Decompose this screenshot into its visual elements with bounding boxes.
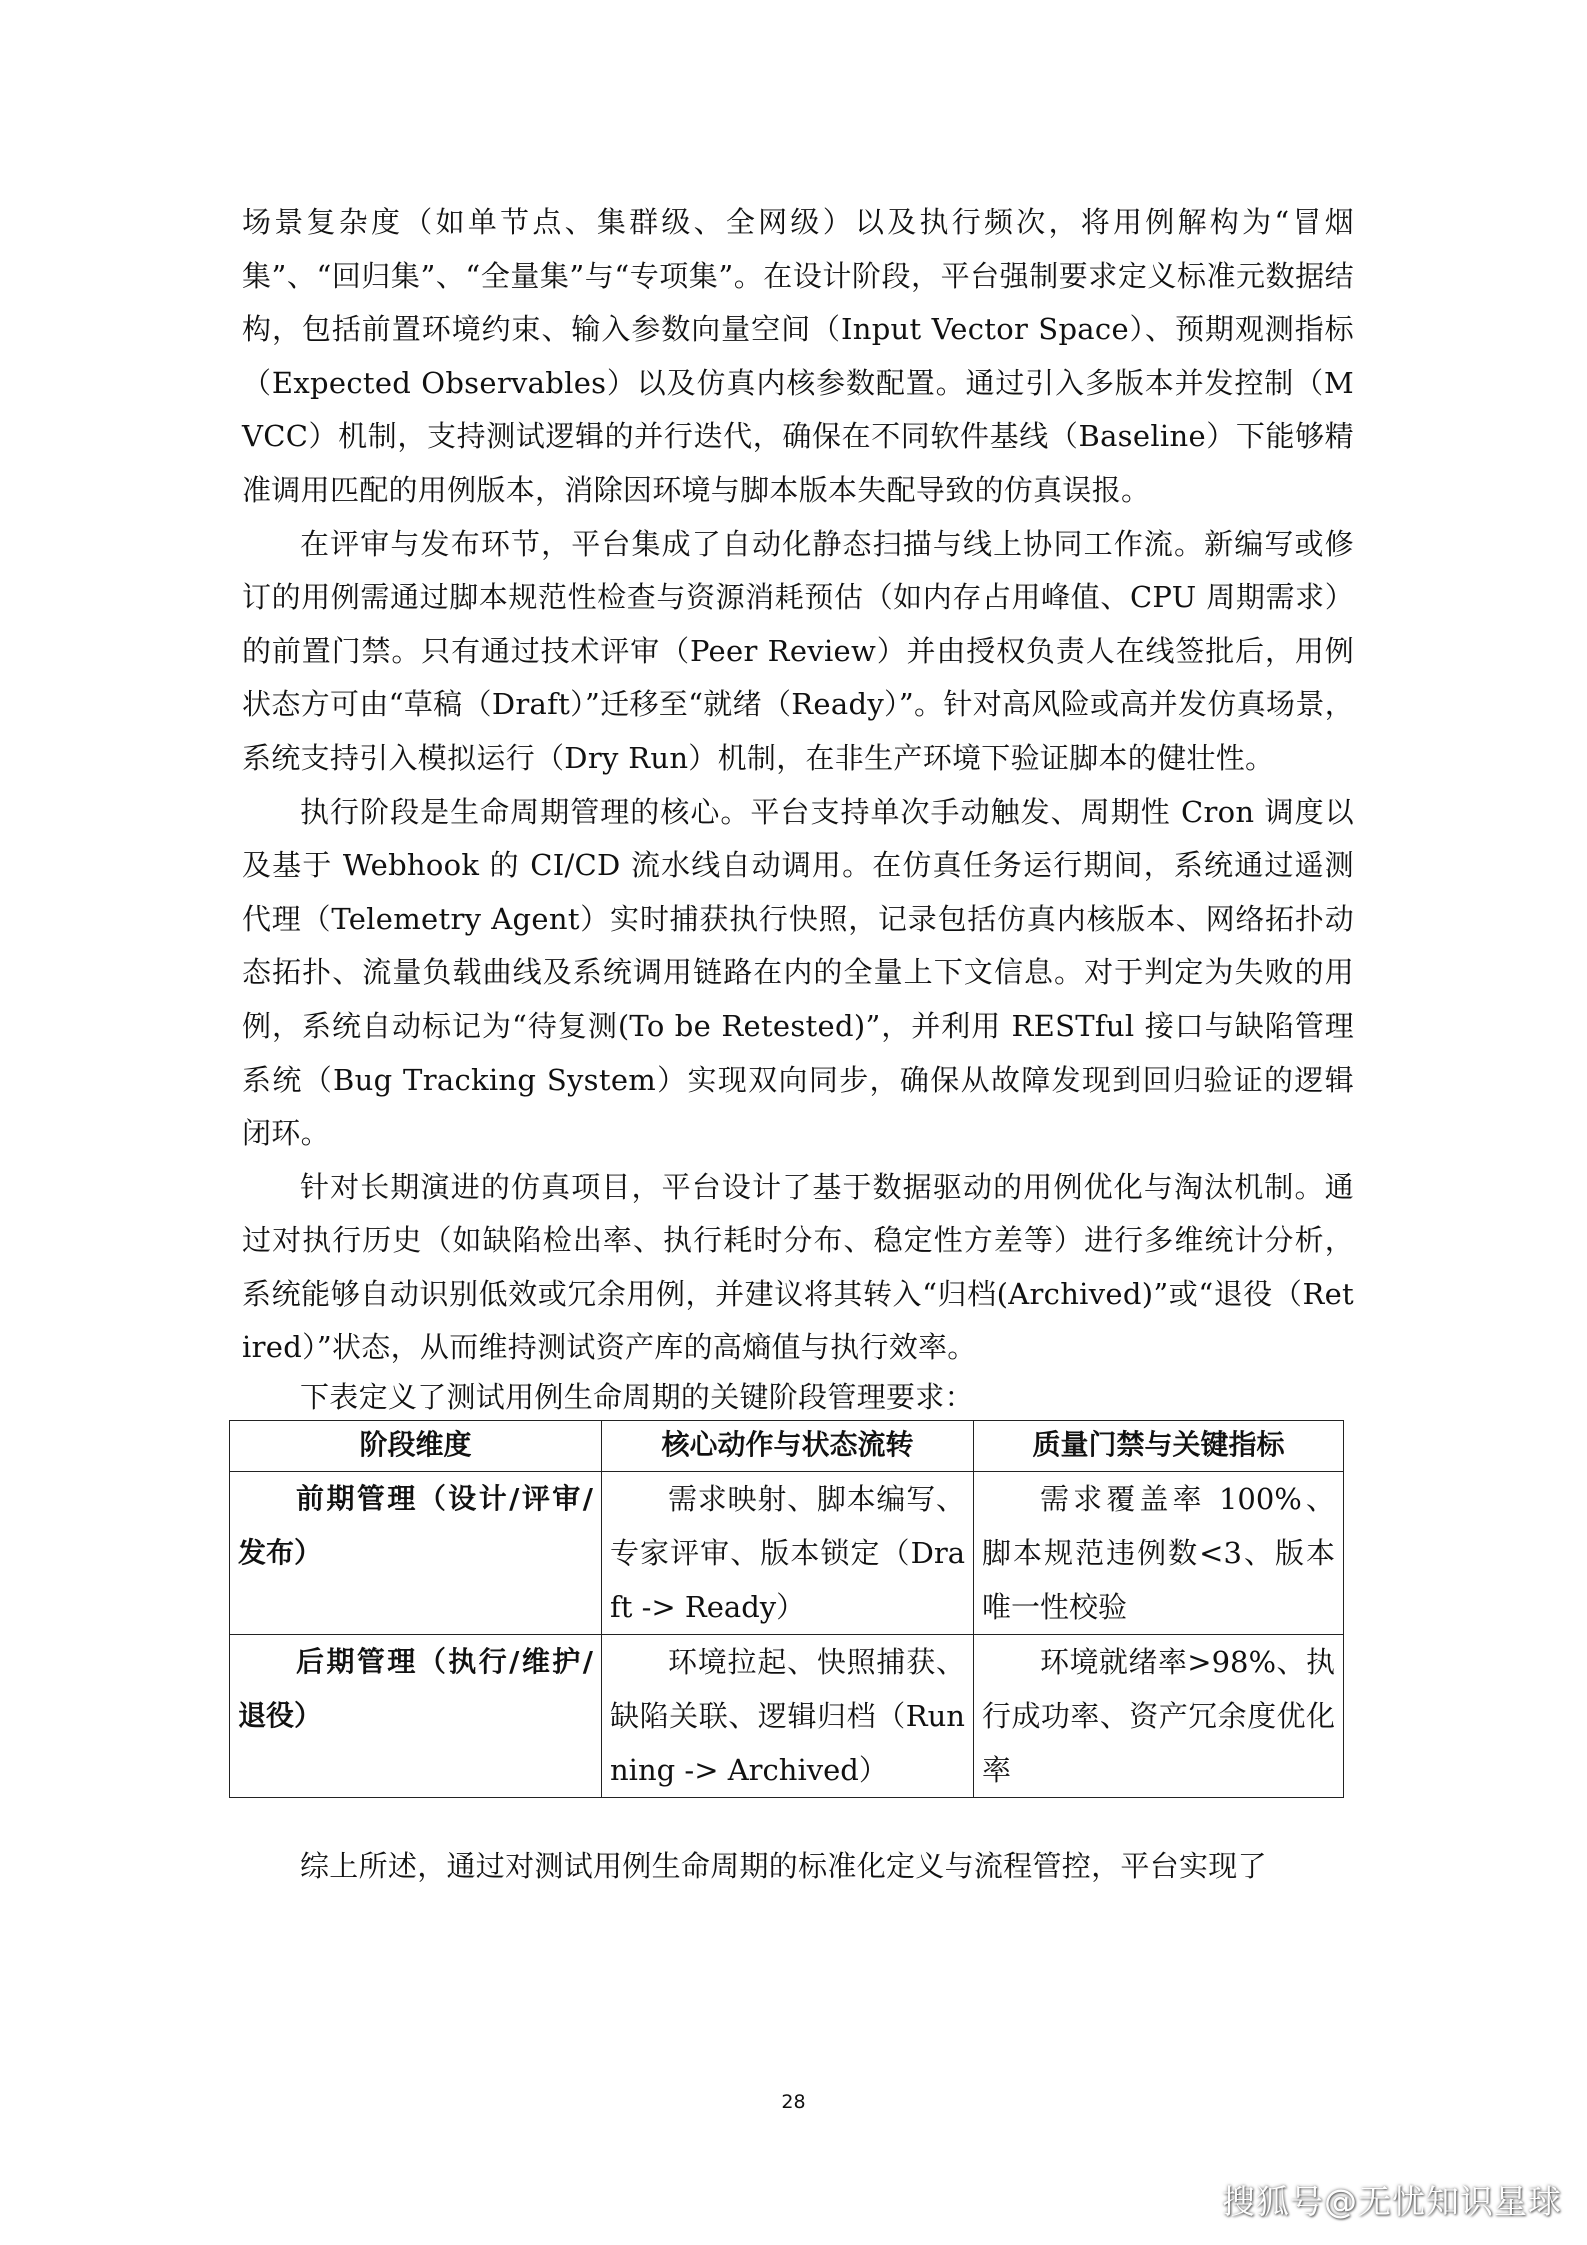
table-header-row bbox=[230, 1421, 1344, 1472]
table-cell-gates bbox=[974, 1472, 1344, 1635]
page-body bbox=[238, 196, 1354, 1893]
paragraph-4: 针对长期演进的仿真项目，平台设计了基于数据驱动的用例优化与淘汰机制。通过对执行历史（如缺陷检出率、执行耗时分布、稳定性方差等）进行多维统计分析，系统能够自动识别低效或冗余用例，并建议将其转入“归档(Archived)”或“退役（Retired）”状态，从而维持测试资产库的高熵值与执行效率。 bbox=[242, 1169, 1354, 1365]
header-stage: 阶段维度 bbox=[230, 1421, 602, 1472]
table-intro: 下表定义了测试用例生命周期的关键阶段管理要求： bbox=[300, 1380, 974, 1415]
table-row bbox=[230, 1472, 1344, 1635]
gates-text: 环境就绪率>98%、执行成功率、资产冗余度优化率 bbox=[982, 1645, 1335, 1788]
closing-paragraph: 综上所述，通过对测试用例生命周期的标准化定义与流程管控，平台实现了 bbox=[300, 1849, 1267, 1884]
lifecycle-table bbox=[229, 1420, 1344, 1798]
table-cell-actions bbox=[602, 1472, 974, 1635]
actions-text: 需求映射、脚本编写、专家评审、版本锁定（Draft -> Ready） bbox=[610, 1482, 965, 1625]
paragraph-1: 场景复杂度（如单节点、集群级、全网级）以及执行频次，将用例解构为“冒烟集”、“回归集”、“全量集”与“专项集”。在设计阶段，平台强制要求定义标准元数据结构，包括前置环境约束、输入参数向量空间（Input Vector Space）、预期观测指标（Expected Observables）以及仿真内核参数配置。通过引入多版本并发控制（MVCC）机制，支持测试逻辑的并行迭代，确保在不同软件基线（Baseline）下能够精准调用匹配的用例版本，消除因环境与脚本版本失配导致的仿真误报。 bbox=[242, 205, 1354, 507]
table-cell-stage bbox=[230, 1472, 602, 1635]
watermark: 搜狐号@无忧知识星球 bbox=[1222, 2182, 1562, 2221]
stage-text: 后期管理（执行/维护/退役） bbox=[238, 1645, 593, 1733]
actions-text: 环境拉起、快照捕获、缺陷关联、逻辑归档（Running -> Archived） bbox=[610, 1645, 965, 1788]
header-actions: 核心动作与状态流转 bbox=[602, 1421, 974, 1472]
page-number: 28 bbox=[781, 2091, 806, 2113]
table-cell-stage bbox=[230, 1635, 602, 1798]
paragraph-2: 在评审与发布环节，平台集成了自动化静态扫描与线上协同工作流。新编写或修订的用例需通过脚本规范性检查与资源消耗预估（如内存占用峰值、CPU 周期需求）的前置门禁。只有通过技术评审（Peer Review）并由授权负责人在线签批后，用例状态方可由“草稿（Draft）”迁移至“就绪（Ready）”。针对高风险或高并发仿真场景，系统支持引入模拟运行（Dry Run）机制，在非生产环境下验证脚本的健壮性。 bbox=[242, 526, 1354, 775]
gates-text: 需求覆盖率 100%、脚本规范违例数<3、版本唯一性校验 bbox=[982, 1482, 1335, 1625]
table-cell-actions bbox=[602, 1635, 974, 1798]
header-gates: 质量门禁与关键指标 bbox=[974, 1421, 1344, 1472]
table-cell-gates bbox=[974, 1635, 1344, 1798]
paragraph-3: 执行阶段是生命周期管理的核心。平台支持单次手动触发、周期性 Cron 调度以及基于 Webhook 的 CI/CD 流水线自动调用。在仿真任务运行期间，系统通过遥测代理（Telemetry Agent）实时捕获执行快照，记录包括仿真内核版本、网络拓扑动态拓扑、流量负载曲线及系统调用链路在内的全量上下文信息。对于判定为失败的用例，系统自动标记为“待复测(To be Retested)”，并利用 RESTful 接口与缺陷管理系统（Bug Tracking System）实现双向同步，确保从故障发现到回归验证的逻辑闭环。 bbox=[242, 794, 1354, 1151]
stage-text: 前期管理（设计/评审/发布） bbox=[238, 1482, 593, 1570]
table-row bbox=[230, 1635, 1344, 1798]
